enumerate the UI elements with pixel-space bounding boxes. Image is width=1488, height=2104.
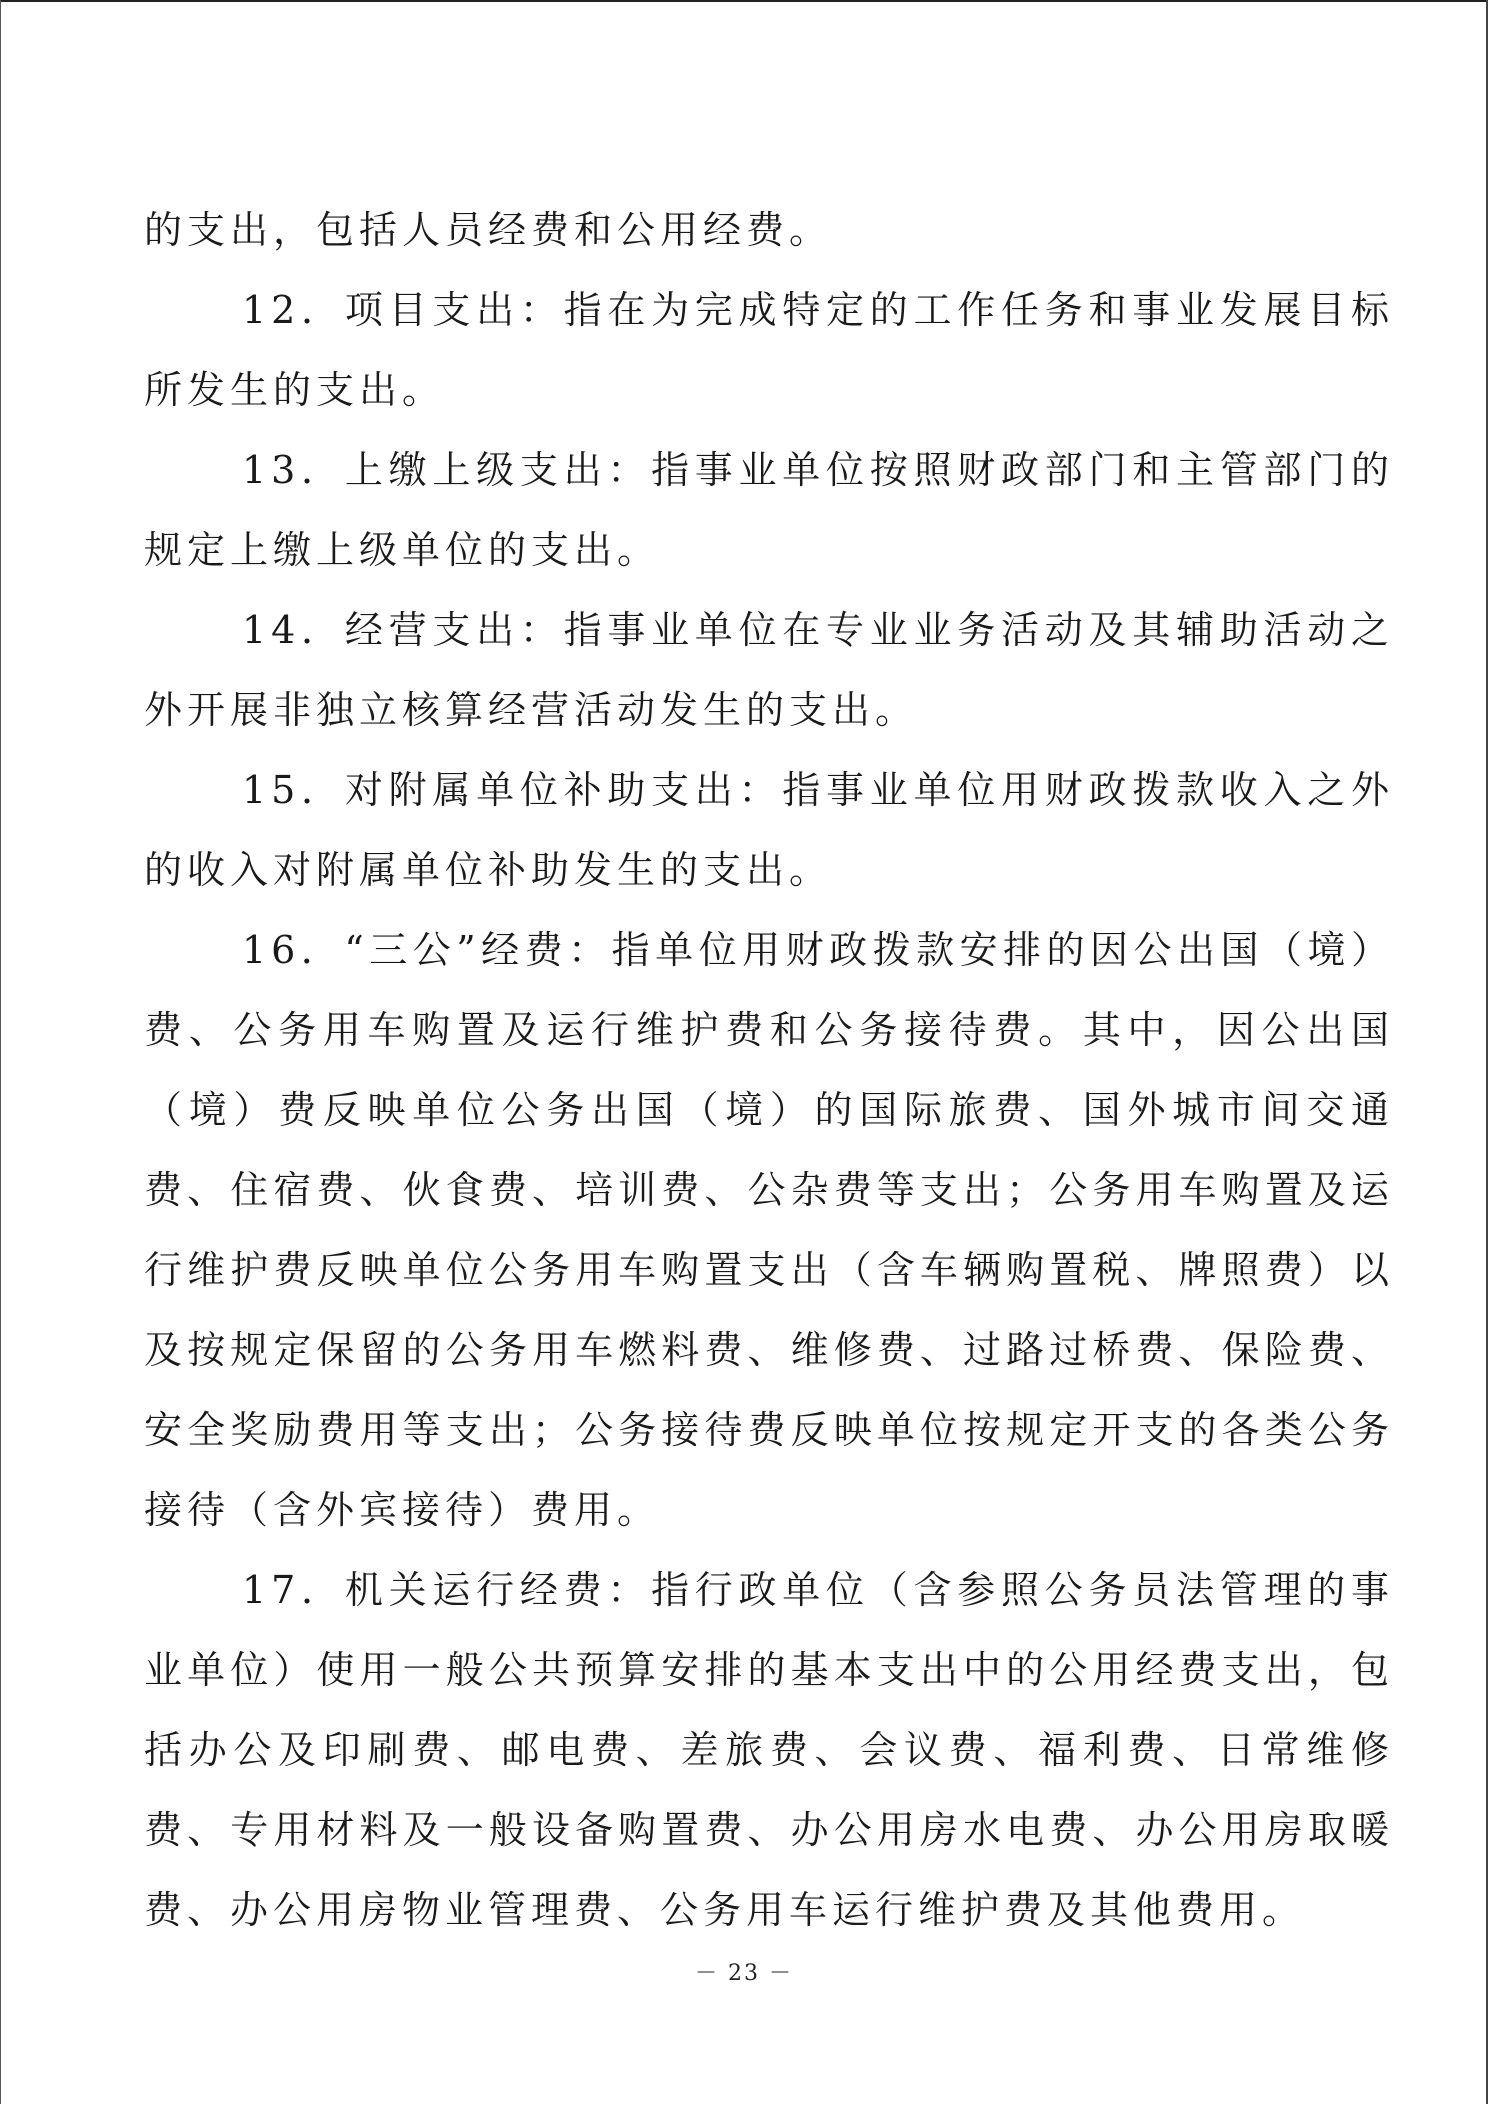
page-top-border xyxy=(0,0,1488,2)
paragraph-item-12: 12．项目支出：指在为完成特定的工作任务和事业发展目标所发生的支出。 xyxy=(144,288,1394,412)
page-left-border xyxy=(0,0,1,2104)
paragraph-continuation: 的支出，包括人员经费和公用经费。 xyxy=(144,208,833,252)
paragraph-item-13: 13．上缴上级支出：指事业单位按照财政部门和主管部门的规定上缴上级单位的支出。 xyxy=(144,448,1394,572)
paragraph-item-17: 17．机关运行经费：指行政单位（含参照公务员法管理的事业单位）使用一般公共预算安排的基本支出中的公用经费支出，包括办公及印刷费、邮电费、差旅费、会议费、福利费、日常维修费、专用材料及一般设备购置费、办公用房水电费、办公用房取暖费、办公用房物业管理费、公务用车运行维护费及其他费用。 xyxy=(144,1568,1394,1932)
document-body xyxy=(144,190,1394,1950)
paragraph-item-14: 14．经营支出：指事业单位在专业业务活动及其辅助活动之外开展非独立核算经营活动发生的支出。 xyxy=(144,608,1394,732)
page-number: － 23 － xyxy=(695,1961,793,1986)
paragraph-item-16: 16．“三公”经费：指单位用财政拨款安排的因公出国（境）费、公务用车购置及运行维护费和公务接待费。其中，因公出国（境）费反映单位公务出国（境）的国际旅费、国外城市间交通费、住宿费、伙食费、培训费、公杂费等支出；公务用车购置及运行维护费反映单位公务用车购置支出（含车辆购置税、牌照费）以及按规定保留的公务用车燃料费、维修费、过路过桥费、保险费、安全奖励费用等支出；公务接待费反映单位按规定开支的各类公务接待（含外宾接待）费用。 xyxy=(144,928,1394,1532)
paragraph-item-15: 15．对附属单位补助支出：指事业单位用财政拨款收入之外的收入对附属单位补助发生的支出。 xyxy=(144,768,1394,892)
